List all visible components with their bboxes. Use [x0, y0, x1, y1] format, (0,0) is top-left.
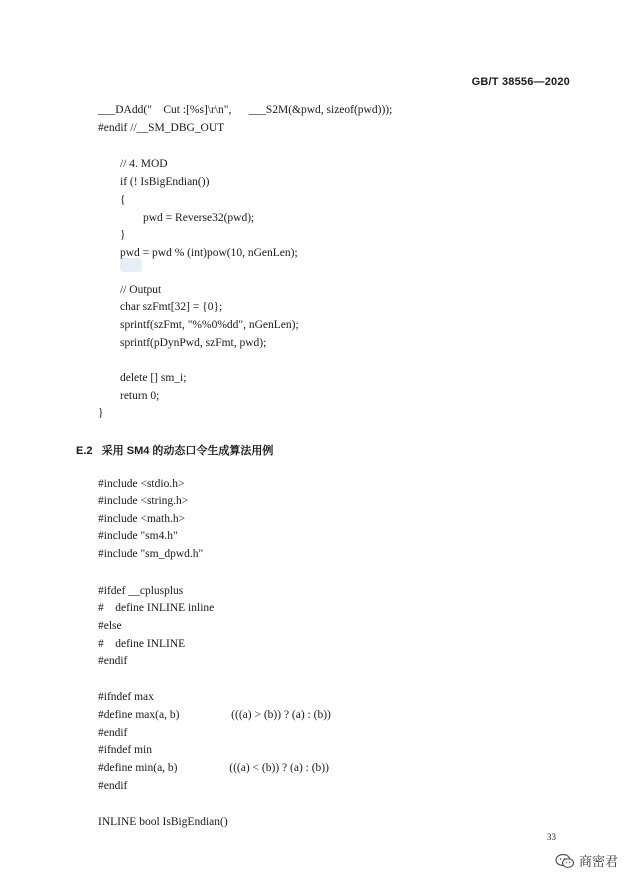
code-line: #include <string.h>	[98, 495, 189, 507]
code-line: #define max(a, b) (((a) > (b)) ? (a) : (b))	[98, 709, 331, 721]
code-line: pwd = pwd % (int)pow(10, nGenLen);	[120, 247, 298, 259]
code-line: # define INLINE	[98, 638, 186, 650]
code-line: #ifndef max	[98, 691, 154, 703]
code-line: #endif	[98, 727, 128, 739]
code-line: pwd = Reverse32(pwd);	[143, 212, 255, 224]
code-line: #ifndef min	[98, 744, 152, 756]
code-line: #endif	[98, 655, 128, 667]
code-line: sprintf(szFmt, "%%0%dd", nGenLen);	[120, 319, 299, 331]
code-line: #include <stdio.h>	[98, 478, 185, 490]
code-line: if (! IsBigEndian())	[120, 176, 210, 188]
section-number: E.2	[76, 445, 93, 457]
section-title: 采用 SM4 的动态口令生成算法用例	[101, 445, 274, 457]
watermark-text: 商密君	[578, 855, 618, 870]
code-line: }	[120, 229, 126, 241]
page-number: 33	[547, 832, 556, 842]
standard-code: GB/T 38556—2020	[471, 76, 570, 88]
code-line: char szFmt[32] = {0};	[120, 301, 223, 313]
code-line: INLINE bool IsBigEndian()	[98, 816, 228, 828]
code-line: sprintf(pDynPwd, szFmt, pwd);	[120, 337, 267, 349]
code-line: #include "sm4.h"	[98, 530, 178, 542]
code-line: {	[120, 194, 126, 206]
faint-highlight	[120, 258, 142, 272]
code-line: #include "sm_dpwd.h"	[98, 548, 204, 560]
code-line: ___DAdd(" Cut :[%s]\r\n", ___S2M(&pwd, sizeof(pwd)));	[98, 104, 393, 116]
code-line: #include <math.h>	[98, 513, 186, 525]
code-line: #else	[98, 620, 122, 632]
code-line: }	[98, 407, 104, 419]
code-line: // 4. MOD	[120, 158, 168, 170]
code-line: #endif	[98, 780, 128, 792]
code-line: #endif //__SM_DBG_OUT	[98, 122, 225, 134]
code-line: delete [] sm_i;	[120, 372, 187, 384]
wechat-icon	[555, 853, 575, 869]
section-heading	[76, 442, 273, 458]
code-line: return 0;	[120, 390, 160, 402]
code-line: #define min(a, b) (((a) < (b)) ? (a) : (b))	[98, 762, 329, 774]
code-line: // Output	[120, 284, 162, 296]
code-line: # define INLINE inline	[98, 602, 215, 614]
code-line: #ifdef __cplusplus	[98, 585, 184, 597]
watermark	[555, 851, 618, 870]
